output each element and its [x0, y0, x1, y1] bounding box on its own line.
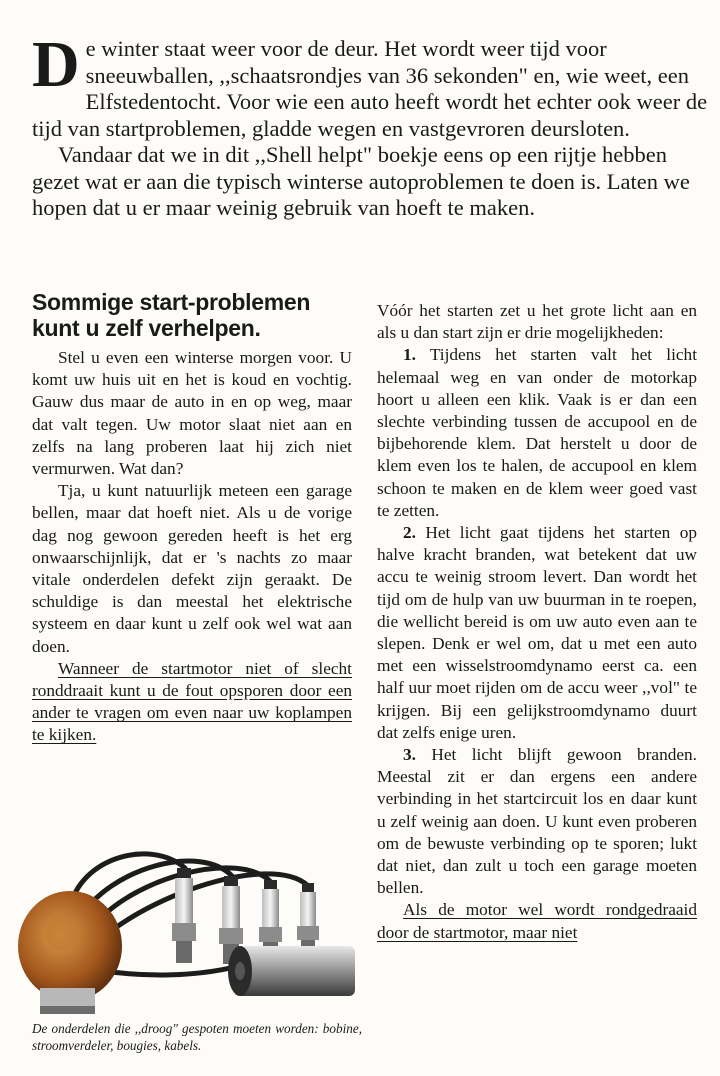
- left-paragraph: Stel u even een winterse morgen voor. U komt uw huis uit en het is koud en vochtig. Gauw dus maar de auto in en op weg, maar dat valt tegen. Uw motor slaat niet aan en zelfs na lang proberen laat hij zich niet vermurwen. Wat dan?: [32, 348, 352, 479]
- list-item: [377, 522, 697, 744]
- drop-cap: D: [32, 28, 80, 101]
- section-heading: Sommige start-problemen kunt u zelf verhelpen.: [32, 289, 311, 341]
- item-text: Tijdens het starten valt het licht helemaal weg en van onder de motorkap hoort u alleen een klik. Vaak is er dan een slechte verbinding tussen de accupool en de bijbehorende klem. Dat herstelt u door de klem even los te halen, de accupool en klem schoon te maken en de klem weer goed vast te zetten.: [377, 345, 697, 520]
- ignition-coil: [228, 946, 355, 996]
- left-column-body: [32, 347, 352, 747]
- caption-text: De onderdelen die ,,droog" gespoten moeten worden: bobine, stroomverdeler, bougies, kabels.: [32, 1021, 362, 1053]
- item-number: 2.: [403, 523, 416, 543]
- distributor: [18, 891, 122, 1014]
- item-number: 3.: [403, 745, 416, 765]
- intro-paragraph-1-text: e winter staat weer voor de deur. Het wordt weer tijd voor sneeuwballen, ,,schaatsrondjes van 36 sekonden" en, wie weet, een Elfstedentocht. Voor wie een auto heeft wordt het echter ook weer de tijd van startproblemen, gladde wegen en vastgevroren deursloten.: [32, 36, 708, 141]
- underlined-tail: [377, 899, 697, 943]
- spark-plug: [172, 868, 196, 963]
- right-column: [377, 300, 697, 944]
- list-item: [377, 344, 697, 522]
- right-intro: Vóór het starten zet u het grote licht aan en als u dan start zijn er drie mogelijkheden:: [377, 301, 697, 343]
- spark-plug: [297, 883, 319, 956]
- intro-paragraph-2: Vandaar dat we in dit ,,Shell helpt" boekje eens op een rijtje hebben gezet wat er aan die typisch winterse autoproblemen te doen is. Laten we hopen dat u er maar weinig gebruik van hoeft te maken.: [32, 142, 690, 220]
- right-column-body: [377, 300, 697, 944]
- intro-paragraph-1: [32, 28, 708, 142]
- engine-parts-photo: [0, 828, 365, 1018]
- underlined-tail-text: Als de motor wel wordt rondgedraaid door de startmotor, maar niet: [377, 900, 697, 942]
- item-text: Het licht blijft gewoon branden. Meestal zit er dan ergens een andere verbinding in het startcircuit los en daar kunt u zelf weinig aan doen. U kunt even proberen om de bewuste verbinding op te sporen; lukt dat niet, dan zult u toch een garage moeten bellen.: [377, 745, 697, 898]
- item-text: Het licht gaat tijdens het starten op halve kracht branden, wat betekent dat uw accu te weinig stroom levert. Dan wordt het tijd om de hulp van uw buurman in te roepen, die wellicht bereid is om uw auto even aan te slepen. Denk er wel om, dat u met een auto met een wisselstroomdynamo eerst ca. een half uur moet rijden om de accu weer ,,vol" te krijgen. Bij een gelijkstroomdynamo duurt dat zelfs enige uren.: [377, 523, 697, 742]
- underlined-text: Wanneer de startmotor niet of slecht ronddraait kunt u de fout opsporen door een ander te vragen om even naar uw koplampen te kijken.: [32, 658, 352, 745]
- underlined-paragraph: [32, 658, 352, 747]
- left-paragraph: Tja, u kunt natuurlijk meteen een garage bellen, maar dat hoeft niet. Als u de vorige dag nog gewoon gereden heeft is het erg onwaarschijnlijk, dat er 's nachts zo maar vitale onderdelen defekt zijn geraakt. De schuldige is dan meestal het elektrische systeem en daar kunt u zelf ook wel wat aan doen.: [32, 481, 352, 656]
- engine-parts-illustration: [0, 828, 365, 1018]
- list-item: [377, 744, 697, 899]
- left-column: [32, 290, 352, 747]
- item-number: 1.: [403, 345, 416, 365]
- figure-caption: [32, 1020, 362, 1054]
- intro: [32, 28, 708, 222]
